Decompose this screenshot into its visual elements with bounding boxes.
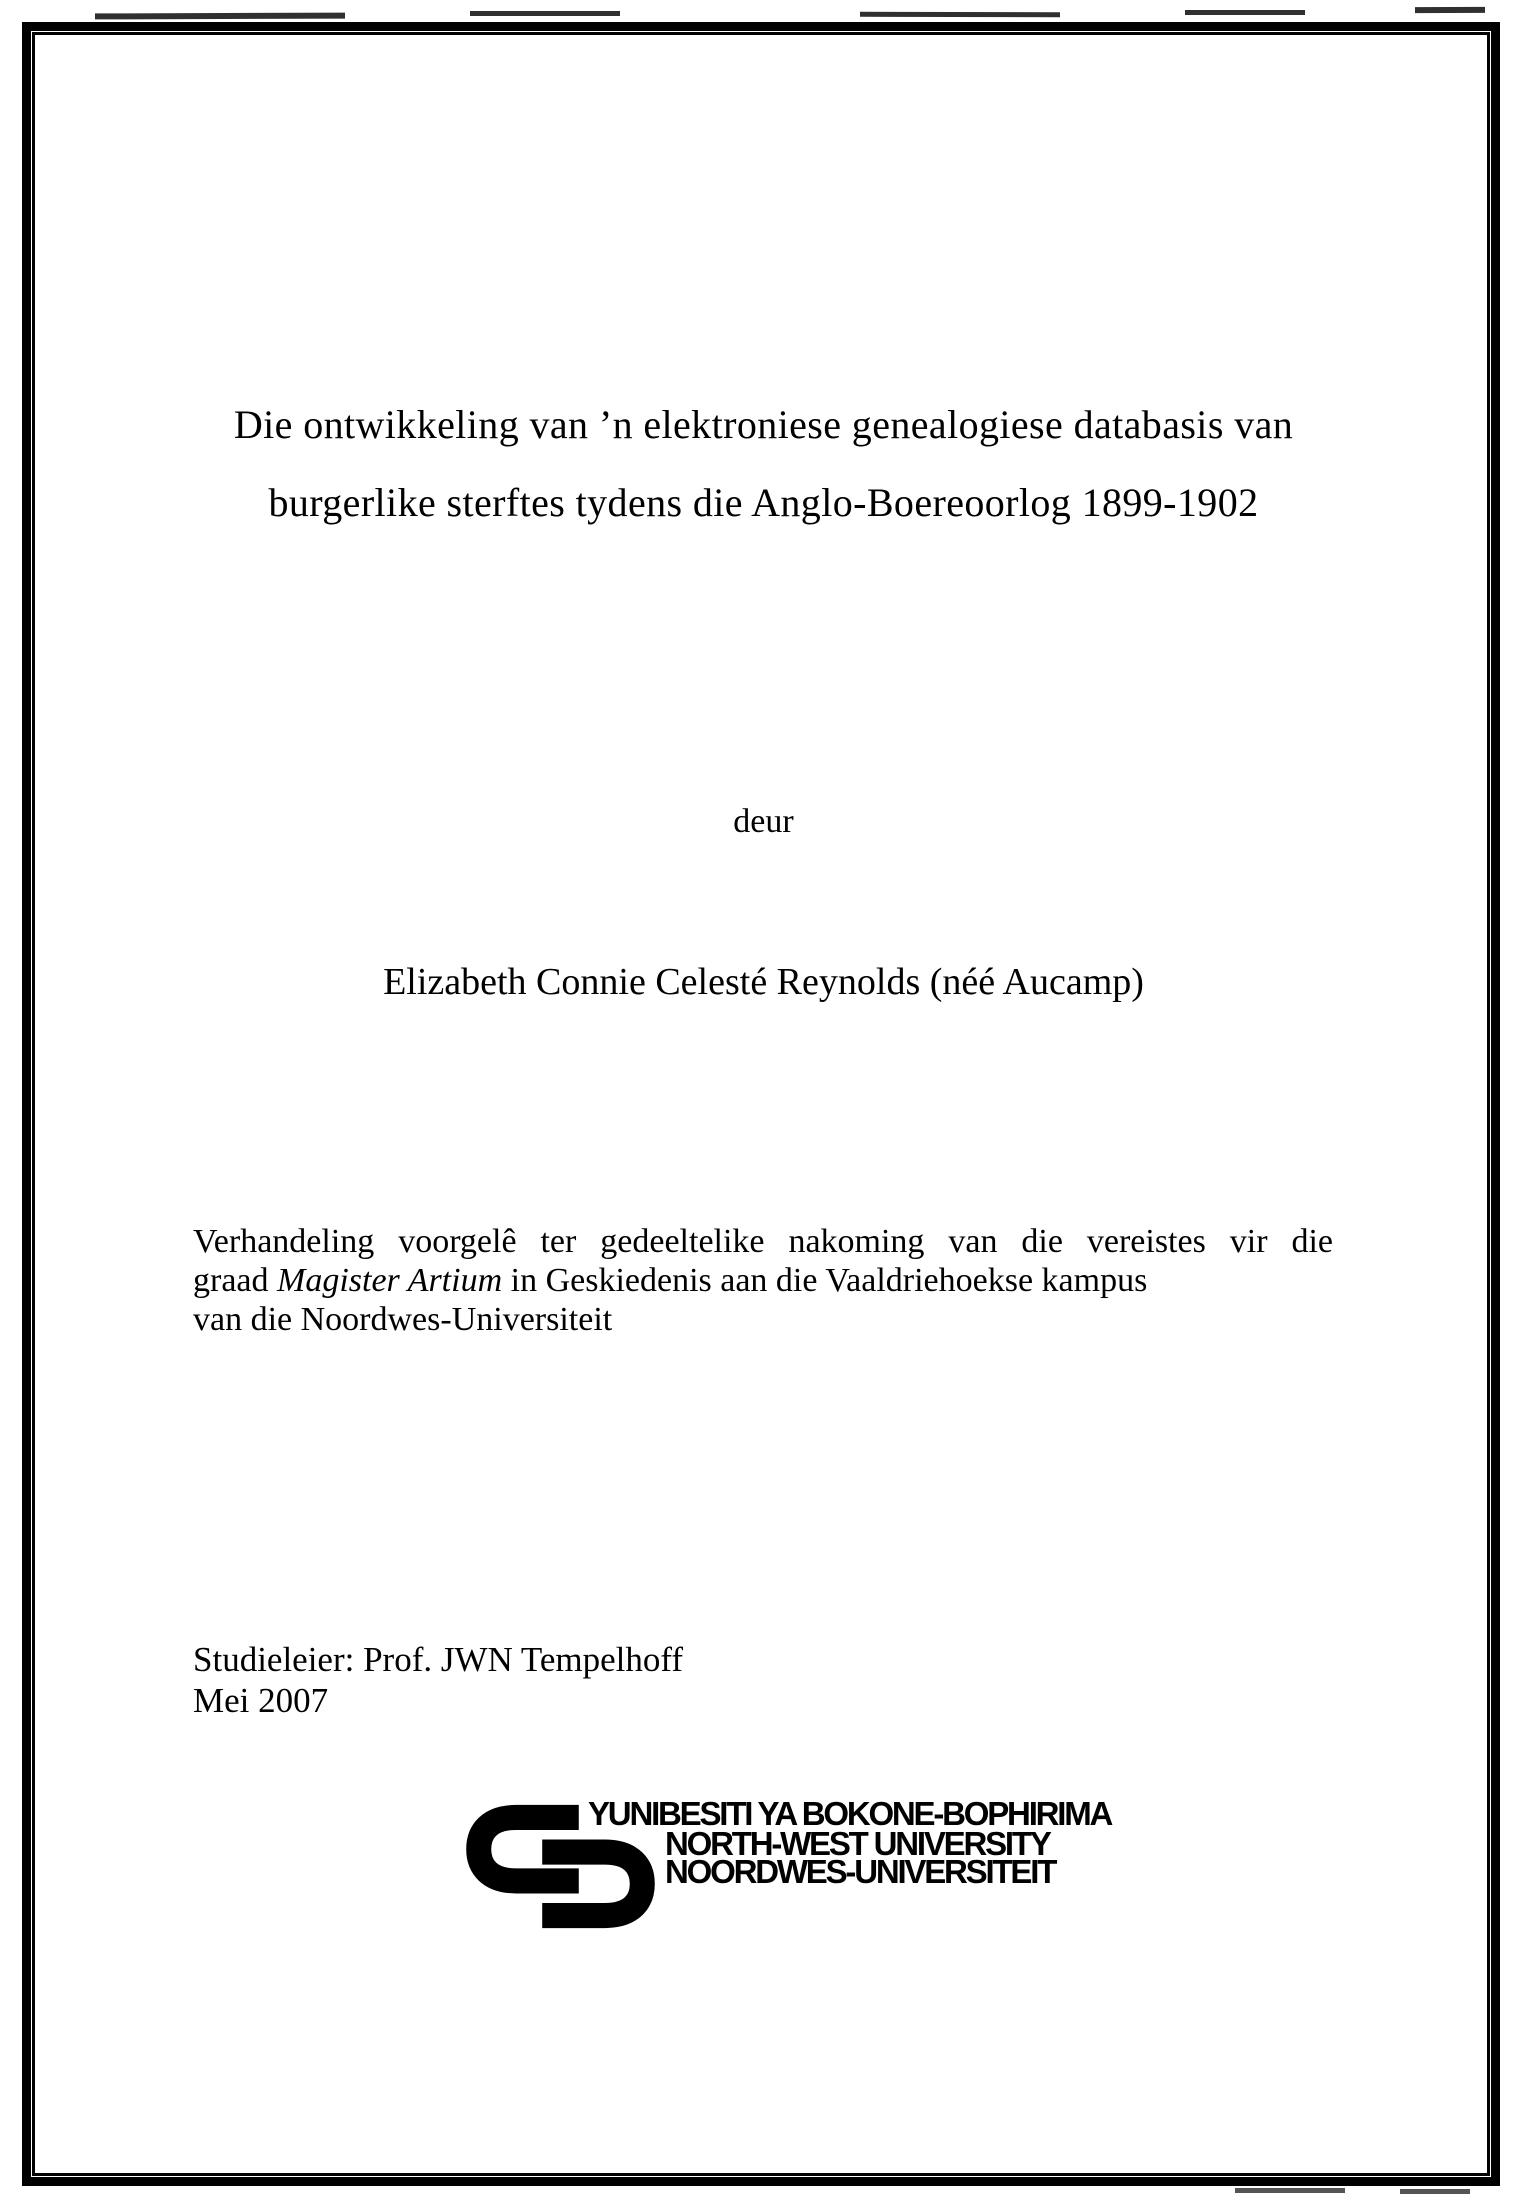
thesis-title bbox=[70, 386, 1457, 542]
author-name: Elizabeth Connie Celesté Reynolds (néé Aucamp) bbox=[383, 961, 1144, 1003]
scan-artifact bbox=[860, 12, 1060, 18]
submission-line-2-post: in Geskiedenis aan die Vaaldriehoekse kampus bbox=[502, 1262, 1148, 1299]
submission-line-2-pre: graad bbox=[193, 1262, 278, 1299]
scan-artifact bbox=[1185, 10, 1305, 15]
logo-line-setswana: YUNIBESITI YA BOKONE-BOPHIRIMA bbox=[588, 1795, 1112, 1832]
scan-artifact bbox=[1400, 2189, 1470, 2194]
supervisor-line: Studieleier: Prof. JWN Tempelhoff bbox=[193, 1640, 684, 1679]
scan-artifact bbox=[95, 13, 345, 20]
scan-artifact bbox=[1235, 2188, 1345, 2193]
scan-artifact bbox=[470, 11, 620, 16]
submission-line-1: Verhandeling voorgelê ter gedeeltelike nakoming van die vereistes vir die bbox=[193, 1223, 1333, 1260]
thesis-title-line-2: burgerlike sterftes tydens die Anglo-Boereoorlog 1899-1902 bbox=[268, 480, 1259, 525]
byline-label: deur bbox=[733, 803, 794, 840]
submission-line-3: van die Noordwes-Universiteit bbox=[193, 1301, 613, 1338]
thesis-title-line-1: Die ontwikkeling van ’n elektroniese genealogiese databasis van bbox=[233, 402, 1294, 447]
degree-name: Magister Artium bbox=[277, 1262, 503, 1299]
credits-block bbox=[193, 1639, 683, 1721]
date-line: Mei 2007 bbox=[193, 1681, 329, 1720]
submission-statement bbox=[193, 1222, 1333, 1339]
university-logo bbox=[463, 1795, 1112, 1939]
submission-line-2 bbox=[193, 1261, 1333, 1300]
logo-line-afrikaans: NOORDWES-UNIVERSITEIT bbox=[665, 1853, 1056, 1890]
scan-artifact bbox=[1415, 7, 1485, 13]
logo-line-english: NORTH-WEST UNIVERSITY bbox=[665, 1825, 1050, 1862]
